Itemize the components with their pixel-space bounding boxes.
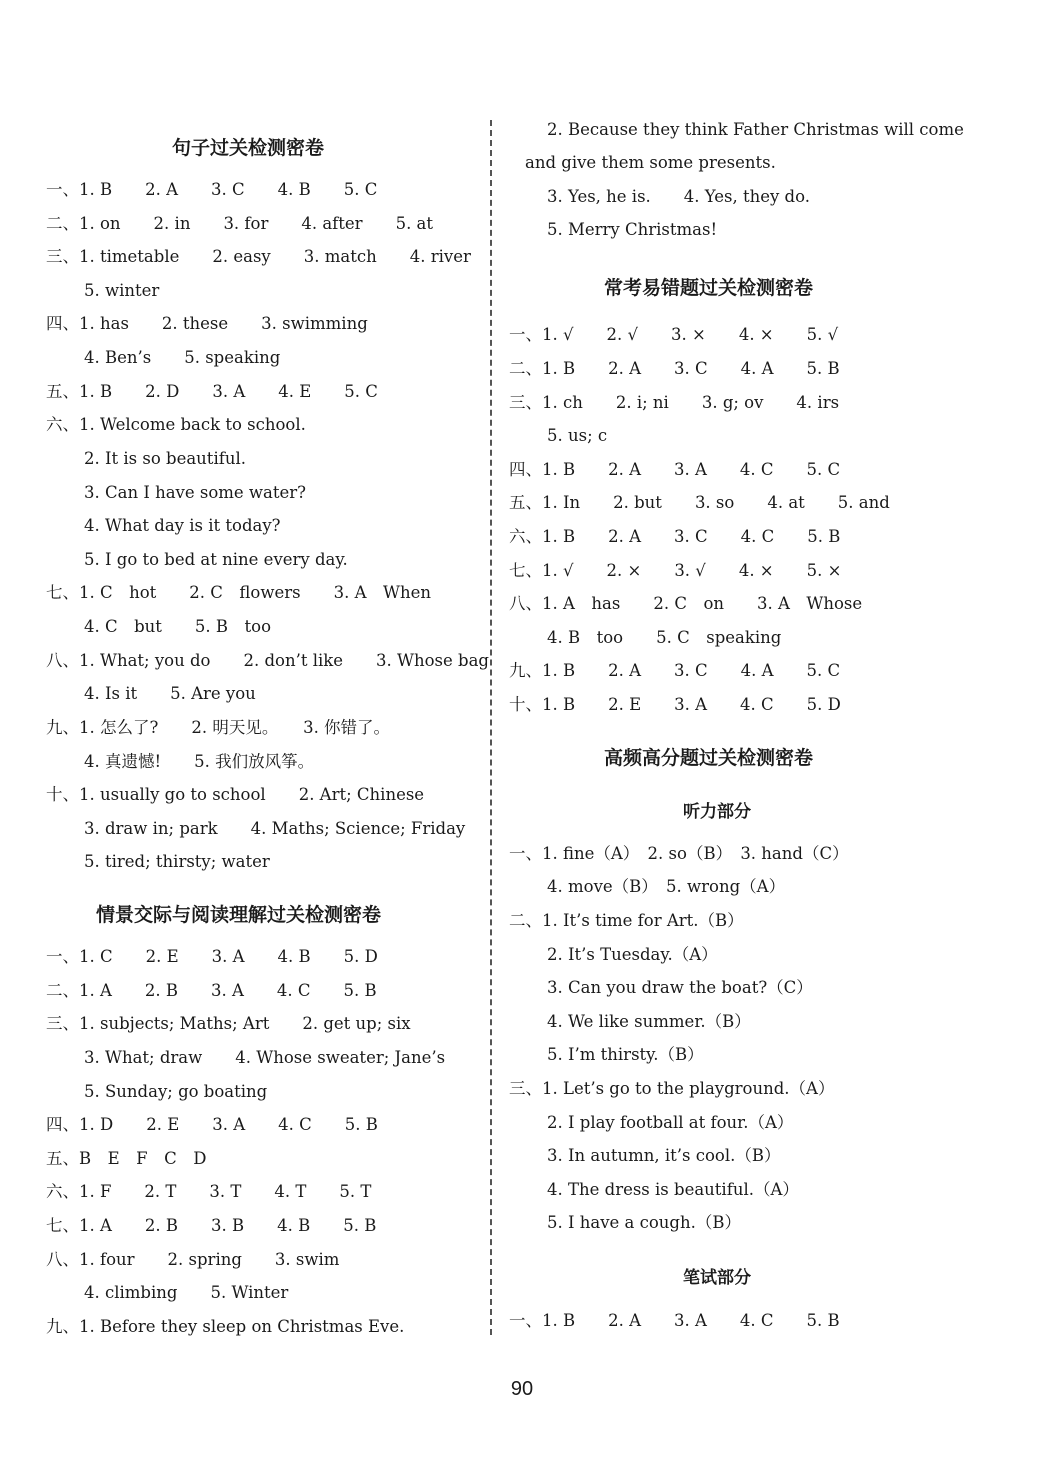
answer-line: 4. We like summer.（B） [547,1012,751,1031]
answer-line: 二、1. B 2. A 3. C 4. A 5. B [509,359,840,378]
answer-line: 三、1. ch 2. i; ni 3. g; ov 4. irs [509,393,840,412]
answer-line: 一、1. C 2. E 3. A 4. B 5. D [46,947,378,966]
answer-line: 3. draw in; park 4. Maths; Science; Friday [84,819,466,838]
answer-line: 2. It is so beautiful. [84,449,246,468]
answer-line: 十、1. B 2. E 3. A 4. C 5. D [509,695,841,714]
answer-line: 2. It’s Tuesday.（A） [547,945,718,964]
section-title: 常考易错题过关检测密卷 [604,277,814,299]
answer-line: 五、B E F C D [46,1149,207,1168]
answer-line: 4. move（B） 5. wrong（A） [547,877,786,896]
answer-line: 二、1. A 2. B 3. A 4. C 5. B [46,981,377,1000]
answer-line: 2. I play football at four.（A） [547,1113,794,1132]
answer-line: and give them some presents. [525,153,776,172]
answer-line: 4. Ben’s 5. speaking [84,348,281,367]
section-title: 情景交际与阅读理解过关检测密卷 [96,904,382,926]
answer-line: 三、1. subjects; Maths; Art 2. get up; six [46,1014,411,1033]
answer-line: 三、1. timetable 2. easy 3. match 4. river [46,247,471,266]
answer-line: 5. us; c [547,426,608,445]
answer-line: 六、1. B 2. A 3. C 4. C 5. B [509,527,841,546]
answer-line: 3. Can I have some water? [84,483,307,502]
answer-line: 4. 真遗憾! 5. 我们放风筝。 [84,752,315,771]
answer-line: 5. winter [84,281,160,300]
answer-line: 八、1. A has 2. C on 3. A Whose [509,594,863,613]
answer-line: 七、1. √ 2. × 3. √ 4. × 5. × [509,561,842,580]
column-divider [490,120,492,1335]
answer-line: 5. I have a cough.（B） [547,1213,741,1232]
answer-line: 4. What day is it today? [84,516,281,535]
subsection-title: 听力部分 [683,802,751,822]
answer-line: 六、1. Welcome back to school. [46,415,306,434]
answer-line: 八、1. four 2. spring 3. swim [46,1250,340,1269]
answer-line: 九、1. B 2. A 3. C 4. A 5. C [509,661,841,680]
answer-line: 十、1. usually go to school 2. Art; Chinese [46,785,425,804]
answer-line: 九、1. Before they sleep on Christmas Eve. [46,1317,405,1336]
answer-line: 4. B too 5. C speaking [547,628,782,647]
answer-line: 二、1. on 2. in 3. for 4. after 5. at [46,214,434,233]
answer-line: 四、1. has 2. these 3. swimming [46,314,368,333]
answer-line: 四、1. D 2. E 3. A 4. C 5. B [46,1115,378,1134]
answer-line: 5. tired; thirsty; water [84,852,270,871]
answer-line: 4. Is it 5. Are you [84,684,256,703]
answer-line: 六、1. F 2. T 3. T 4. T 5. T [46,1182,372,1201]
answer-line: 2. Because they think Father Christmas will come [547,120,964,139]
answer-line: 三、1. Let’s go to the playground.（A） [509,1079,835,1098]
answer-line: 七、1. C hot 2. C flowers 3. A When [46,583,431,602]
answer-line: 5. Sunday; go boating [84,1082,268,1101]
answer-line: 4. climbing 5. Winter [84,1283,289,1302]
answer-line: 3. What; draw 4. Whose sweater; Jane’s [84,1048,446,1067]
answer-line: 4. The dress is beautiful.（A） [547,1180,799,1199]
answer-line: 五、1. B 2. D 3. A 4. E 5. C [46,382,378,401]
answer-line: 二、1. It’s time for Art.（B） [509,911,744,930]
answer-line: 七、1. A 2. B 3. B 4. B 5. B [46,1216,377,1235]
answer-line: 5. I’m thirsty.（B） [547,1045,704,1064]
answer-line: 四、1. B 2. A 3. A 4. C 5. C [509,460,841,479]
subsection-title: 笔试部分 [683,1268,751,1288]
section-title: 句子过关检测密卷 [172,137,325,159]
answer-line: 3. Can you draw the boat?（C） [547,978,813,997]
answer-line: 3. In autumn, it’s cool.（B） [547,1146,781,1165]
answer-line: 一、1. fine（A） 2. so（B） 3. hand（C） [509,844,849,863]
answer-line: 八、1. What; you do 2. don’t like 3. Whose bag [46,651,489,670]
answer-line: 4. C but 5. B too [84,617,272,636]
answer-line: 5. I go to bed at nine every day. [84,550,348,569]
answer-line: 3. Yes, he is. 4. Yes, they do. [547,187,811,206]
answer-line: 一、1. B 2. A 3. A 4. C 5. B [509,1311,840,1330]
answer-line: 一、1. √ 2. √ 3. × 4. × 5. √ [509,325,839,344]
answer-line: 九、1. 怎么了? 2. 明天见。 3. 你错了。 [46,718,391,737]
answer-line: 一、1. B 2. A 3. C 4. B 5. C [46,180,378,199]
answer-line: 五、1. In 2. but 3. so 4. at 5. and [509,493,890,512]
answer-line: 5. Merry Christmas! [547,220,718,239]
page-number: 90 [510,1378,534,1400]
section-title: 高频高分题过关检测密卷 [604,747,814,769]
